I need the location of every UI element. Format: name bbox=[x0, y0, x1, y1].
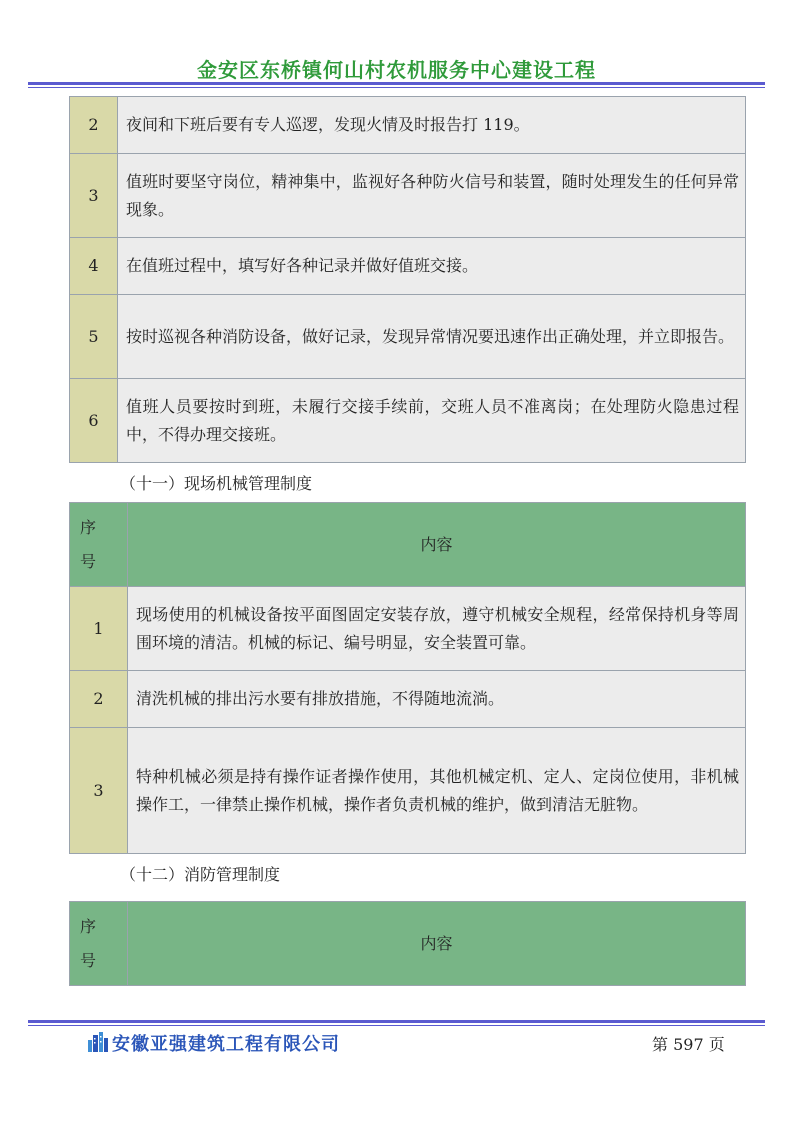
table-row bbox=[70, 671, 746, 728]
table-row bbox=[70, 728, 746, 854]
row-content: 值班人员要按时到班，未履行交接手续前，交班人员不准离岗；在处理防火隐患过程中，不得办理交接班。 bbox=[118, 379, 746, 463]
row-content: 清洗机械的排出污水要有排放措施，不得随地流淌。 bbox=[128, 671, 746, 728]
header-content-cell: 内容 bbox=[128, 902, 746, 986]
table-header-row bbox=[70, 902, 746, 986]
row-number: 2 bbox=[70, 671, 128, 728]
row-content: 特种机械必须是持有操作证者操作使用，其他机械定机、定人、定岗位使用，非机械操作工，一律禁止操作机械，操作者负责机械的维护，做到清洁无脏物。 bbox=[128, 728, 746, 854]
row-content: 按时巡视各种消防设备，做好记录，发现异常情况要迅速作出正确处理，并立即报告。 bbox=[118, 295, 746, 379]
header-content-cell: 内容 bbox=[128, 503, 746, 587]
footer-rule-thick bbox=[28, 1020, 765, 1023]
header-number-line2: 号 bbox=[80, 950, 97, 970]
machinery-table bbox=[69, 502, 746, 854]
footer-rule-thin bbox=[28, 1025, 765, 1026]
header-number-line2: 号 bbox=[80, 551, 97, 571]
building-logo-icon bbox=[87, 1031, 109, 1053]
table-row bbox=[70, 154, 746, 238]
row-content: 现场使用的机械设备按平面图固定安装存放，遵守机械安全规程，经常保持机身等周围环境的清洁。机械的标记、编号明显，安全装置可靠。 bbox=[128, 587, 746, 671]
header-number-cell bbox=[70, 902, 128, 986]
row-content: 在值班过程中，填写好各种记录并做好值班交接。 bbox=[118, 238, 746, 295]
fire-management-table bbox=[69, 901, 746, 986]
row-content: 夜间和下班后要有专人巡逻，发现火情及时报告打 119。 bbox=[118, 97, 746, 154]
header-number-line1: 序 bbox=[80, 517, 97, 537]
header-rule-thick bbox=[28, 82, 765, 85]
footer-company-name: 安徽亚强建筑工程有限公司 bbox=[112, 1034, 340, 1055]
row-number: 5 bbox=[70, 295, 118, 379]
table-row bbox=[70, 587, 746, 671]
section-title-machinery: （十一）现场机械管理制度 bbox=[120, 474, 313, 493]
table-row bbox=[70, 295, 746, 379]
row-number: 3 bbox=[70, 154, 118, 238]
table-row bbox=[70, 379, 746, 463]
section-title-fire: （十二）消防管理制度 bbox=[120, 865, 281, 884]
row-number: 4 bbox=[70, 238, 118, 295]
page-number: 第 597 页 bbox=[652, 1035, 725, 1054]
row-number: 3 bbox=[70, 728, 128, 854]
table-row bbox=[70, 97, 746, 154]
row-number: 1 bbox=[70, 587, 128, 671]
table-header-row bbox=[70, 503, 746, 587]
row-content: 值班时要坚守岗位，精神集中，监视好各种防火信号和装置，随时处理发生的任何异常现象。 bbox=[118, 154, 746, 238]
header-number-cell bbox=[70, 503, 128, 587]
header-number-line1: 序 bbox=[80, 916, 97, 936]
table-row bbox=[70, 238, 746, 295]
row-number: 2 bbox=[70, 97, 118, 154]
fire-duty-table bbox=[69, 96, 746, 463]
document-header-title: 金安区东桥镇何山村农机服务中心建设工程 bbox=[197, 58, 596, 82]
header-rule-thin bbox=[28, 87, 765, 88]
row-number: 6 bbox=[70, 379, 118, 463]
